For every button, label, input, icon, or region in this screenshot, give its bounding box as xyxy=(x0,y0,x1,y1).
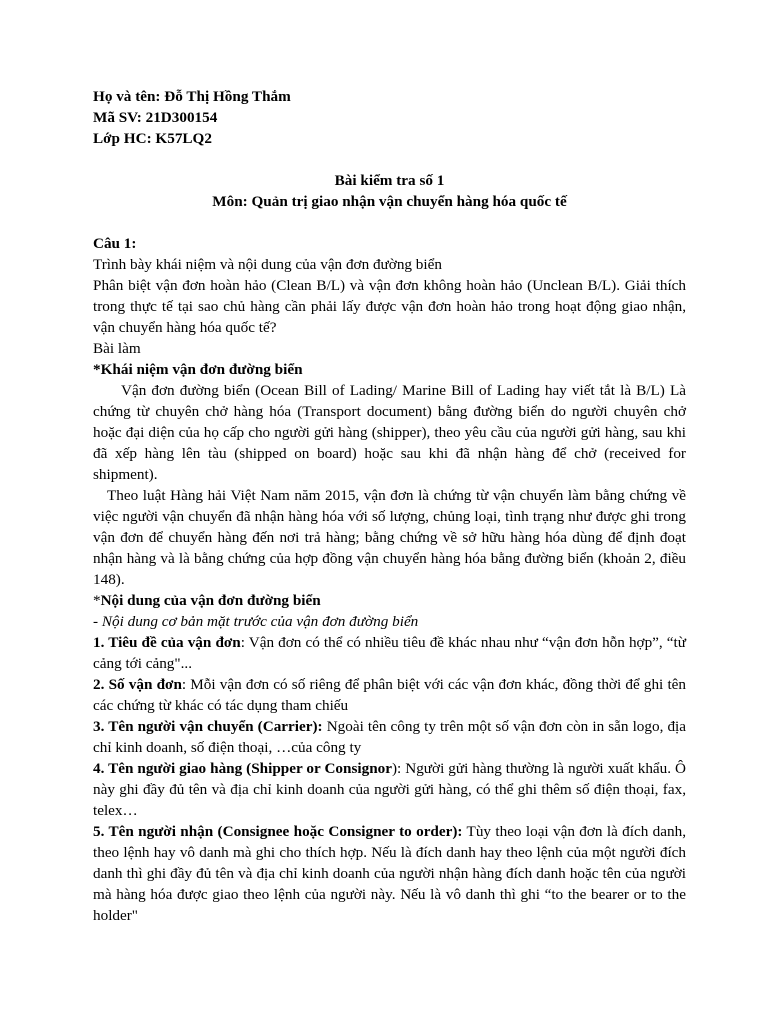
test-title: Bài kiểm tra số 1 xyxy=(334,172,445,189)
definition-paragraph-2: Theo luật Hàng hải Việt Nam năm 2015, vận đơn là chứng từ vận chuyển làm bằng chứng về việc người vận chuyển đã nhận hàng hóa với số lượng, chủng loại, tình trạng như được ghi trong vận đơn để chuyển hàng đến nơi trả hàng; bằng chứng về sở hữu hàng hóa dùng để định đoạt nhận hàng và là bằng chứng của hợp đồng vận chuyển hàng hóa bằng đường biển (khoản 2, điều 148). xyxy=(93,487,686,588)
content-item-label: 4. Tên người giao hàng (Shipper or Consignor xyxy=(93,760,392,777)
content-item xyxy=(93,716,686,758)
student-id: Mã SV: 21D300154 xyxy=(93,109,218,126)
section-subheading: - Nội dung cơ bản mặt trước của vận đơn đường biển xyxy=(93,613,419,630)
section-heading-definition: *Khái niệm vận đơn đường biển xyxy=(93,361,303,378)
section-heading-content-text: Nội dung của vận đơn đường biển xyxy=(100,592,321,609)
question-line-2: Phân biệt vận đơn hoàn hảo (Clean B/L) và vận đơn không hoàn hảo (Unclean B/L). Giải thích trong thực tế tại sao chủ hàng cần phải lấy được vận đơn hoàn hảo trong hoạt động giao nhận, vận chuyển hàng hóa quốc tế? xyxy=(93,277,686,336)
content-item xyxy=(93,632,686,674)
content-item-text: Tùy theo loại vận đơn là đích danh, theo lệnh hay vô danh mà ghi cho thích hợp. Nếu là đích danh hay theo lệnh của một người đích danh thì ghi đầy đủ tên và địa chỉ kinh doanh của người nhận hàng đích danh hoặc tên của người mà hàng hóa được giao theo lệnh của người này. Nếu là vô danh thì ghi “to the bearer or to the holder" xyxy=(93,823,686,924)
subject-title: Môn: Quản trị giao nhận vận chuyển hàng hóa quốc tế xyxy=(212,193,567,210)
content-item-text: ): Người gửi hàng thường là người xuất khẩu. Ô này ghi đầy đủ tên và địa chỉ kinh doanh của người gửi hàng, có thể ghi thêm số điện thoại, fax, telex… xyxy=(93,760,686,819)
content-item-label: 5. Tên người nhận (Consignee hoặc Consigner to order): xyxy=(93,823,463,840)
student-name: Họ và tên: Đỗ Thị Hồng Thắm xyxy=(93,88,291,105)
content-item-text: : Vận đơn có thể có nhiều tiêu đề khác nhau như “vận đơn hỗn hợp”, “từ cảng tới cảng"... xyxy=(93,634,686,672)
definition-paragraph-1: Vận đơn đường biển (Ocean Bill of Lading/ Marine Bill of Lading hay viết tắt là B/L) Là chứng từ chuyên chở hàng hóa (Transport document) bằng đường biển do người chuyên chở hoặc đại diện của họ cấp cho người gửi hàng (shipper), theo yêu cầu của người gửi hàng, sau khi đã xếp hàng lên tàu (shipped on board) hoặc sau khi đã nhận hàng để chở (received for shipment). xyxy=(93,382,686,483)
student-class: Lớp HC: K57LQ2 xyxy=(93,130,212,147)
content-item-label: 3. Tên người vận chuyển (Carrier): xyxy=(93,718,323,735)
content-item xyxy=(93,821,686,926)
content-item xyxy=(93,674,686,716)
answer-label: Bài làm xyxy=(93,340,141,357)
content-item-label: 1. Tiêu đề của vận đơn xyxy=(93,634,241,651)
content-item-text: : Mỗi vận đơn có số riêng để phân biệt với các vận đơn khác, đồng thời để ghi tên các chứng từ khác có tác dụng tham chiếu xyxy=(93,676,687,714)
content-item-label: 2. Số vận đơn xyxy=(93,676,182,693)
content-item-text: Ngoài tên công ty trên một số vận đơn còn in sẵn logo, địa chỉ kinh doanh, số điện thoại, …của công ty xyxy=(93,718,687,756)
section-heading-prefix: * xyxy=(93,592,101,609)
question-line-1: Trình bày khái niệm và nội dung của vận đơn đường biển xyxy=(93,256,442,273)
content-item xyxy=(93,758,686,821)
section-heading-content xyxy=(93,590,686,611)
question-label: Câu 1: xyxy=(93,235,137,252)
